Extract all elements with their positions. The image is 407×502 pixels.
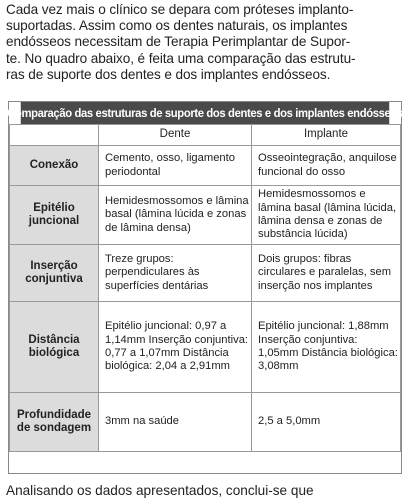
- cell-epitelio-implante: Hemidesmossomos e lâmina basal (lâmina lúcida, lâmina densa e zonas de substância lúcida): [252, 186, 401, 245]
- comparison-table: [9, 124, 401, 452]
- row-label-profundidade: Profundidade de sondagem: [10, 393, 99, 452]
- header-dente: Dente: [99, 125, 252, 146]
- intro-paragraph: [6, 2, 404, 83]
- comparison-table-box: [8, 101, 402, 474]
- intro-line: suportadas. Assim como os dentes naturais, os implantes: [6, 18, 348, 34]
- cell-conexao-implante: Osseointegração, anquilose funcional do osso: [252, 146, 401, 186]
- cell-conexao-dente: Cemento, osso, ligamento periodontal: [99, 146, 252, 186]
- outro-text: Analisando os dados apresentados, conclui-se que: [6, 483, 314, 498]
- intro-line: endósseos necessitam de Terapia Perimplantar de Supor-: [6, 34, 351, 50]
- cell-distancia-dente: Epitélio juncional: 0,97 a 1,14mm Inserção conjuntiva: 0,77 a 1,07mm Distância biológica: 2,04 a 2,91mm: [99, 302, 252, 393]
- table-row: [10, 245, 401, 302]
- table-header-row: [10, 125, 401, 146]
- intro-line: te. No quadro abaixo, é feita uma comparação das estrutu-: [6, 50, 356, 66]
- row-label-conexao: Conexão: [10, 146, 99, 186]
- header-implante: Implante: [252, 125, 401, 146]
- cell-epitelio-dente: Hemidesmossomos e lâmina basal (lâmina lúcida e zonas de lâmina densa): [99, 186, 252, 245]
- cell-insercao-implante: Dois grupos: fibras circulares e paralelas, sem inserção nos implantes: [252, 245, 401, 302]
- intro-line: Cada vez mais o clínico se depara com próteses implanto-: [6, 2, 354, 17]
- cell-profundidade-dente: 3mm na saúde: [99, 393, 252, 452]
- table-title: Comparação das estruturas de suporte dos dentes e dos implantes endósseos: [21, 102, 389, 124]
- header-blank-cell: [10, 125, 99, 146]
- table-row: [10, 186, 401, 245]
- intro-line: ras de suporte dos dentes e dos implantes endósseos.: [6, 66, 331, 82]
- cell-profundidade-implante: 2,5 a 5,0mm: [252, 393, 401, 452]
- table-row: [10, 146, 401, 186]
- table-row: [10, 393, 401, 452]
- row-label-distancia: Distância biológica: [10, 302, 99, 393]
- row-label-insercao: Inserção conjuntiva: [10, 245, 99, 302]
- cell-insercao-dente: Treze grupos: perpendiculares às superfícies dentárias: [99, 245, 252, 302]
- row-label-epitelio: Epitélio juncional: [10, 186, 99, 245]
- table-row: [10, 302, 401, 393]
- cell-distancia-implante: Epitélio juncional: 1,88mm Inserção conjuntiva: 1,05mm Distância biológica: 3,08mm: [252, 302, 401, 393]
